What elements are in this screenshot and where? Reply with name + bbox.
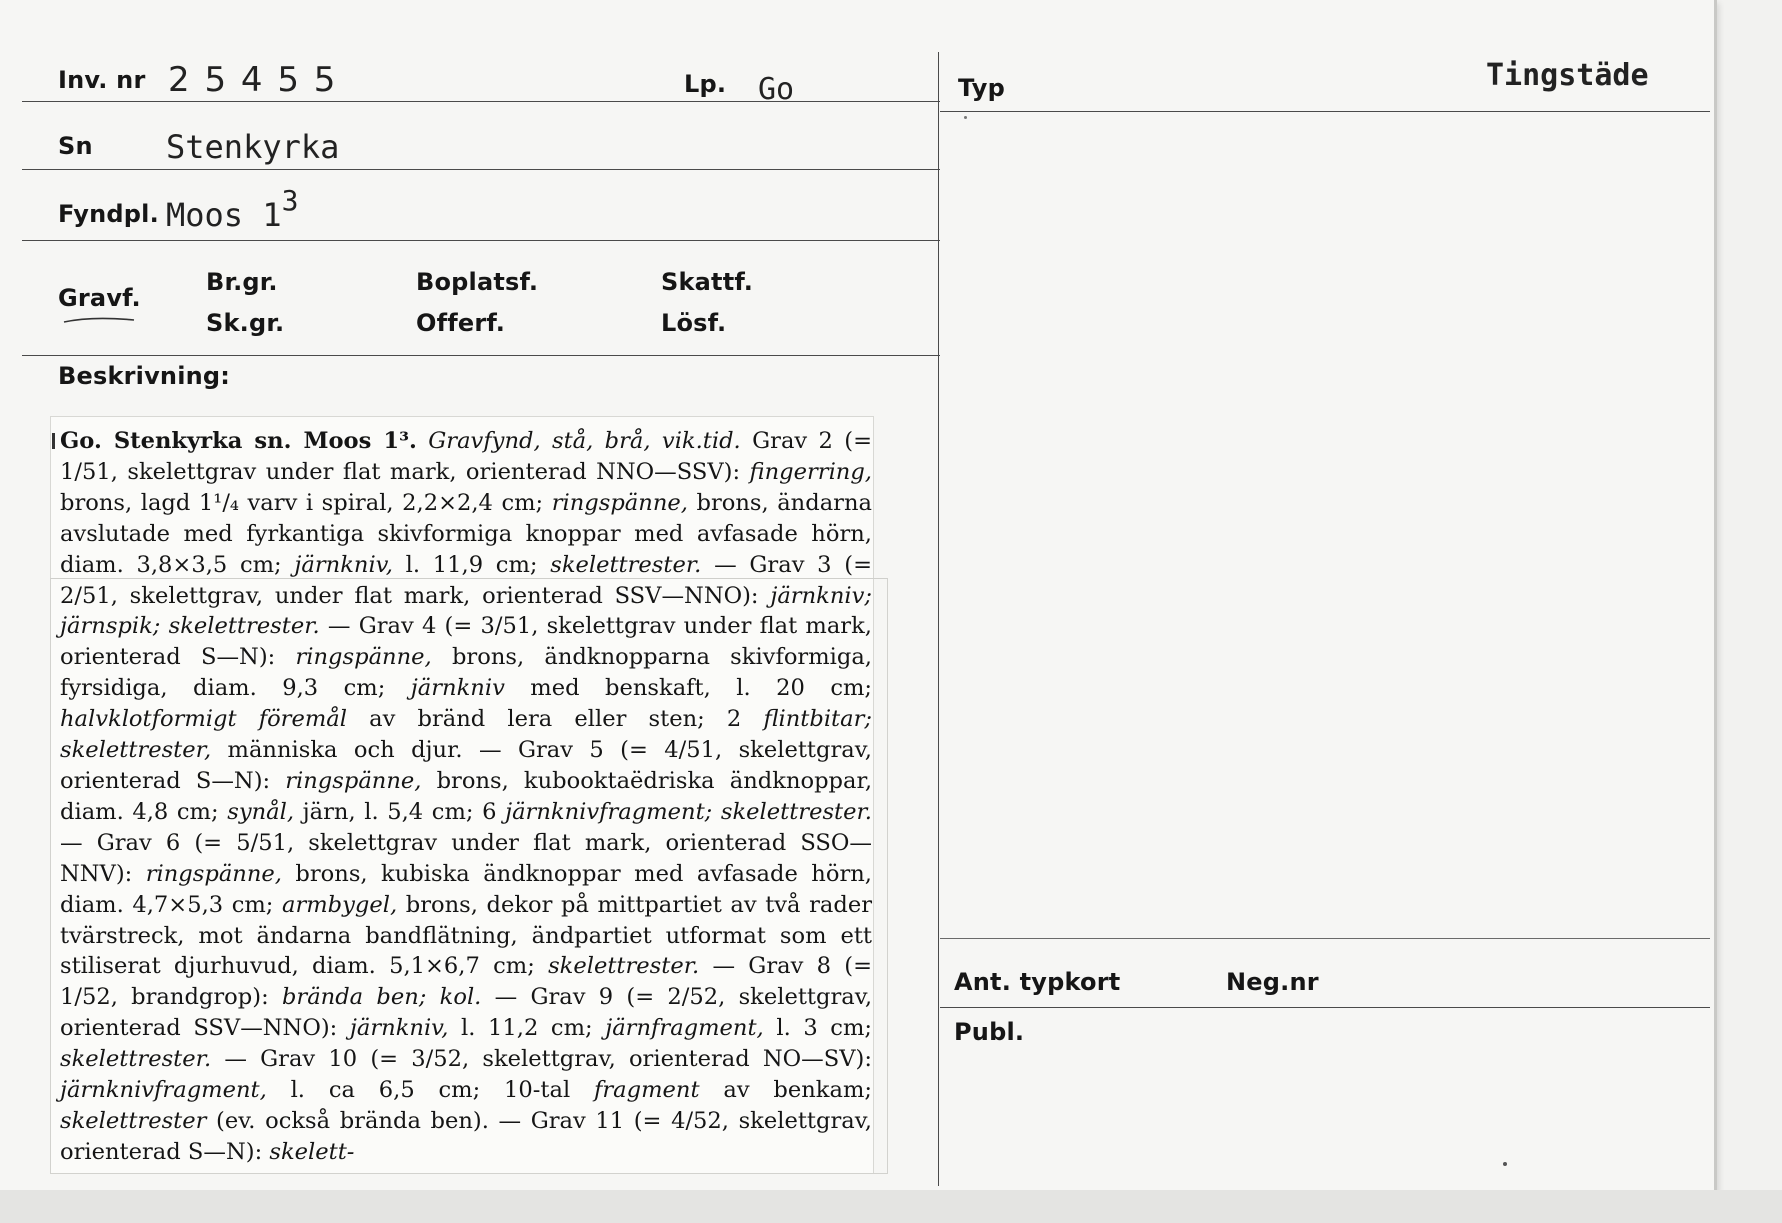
skattf-label: Skattf. — [661, 268, 754, 296]
rule-sn — [22, 169, 940, 170]
speck-mark — [1503, 1162, 1507, 1166]
description-lead: Go. Stenkyrka sn. Moos 1³. — [60, 428, 417, 454]
description-italic-run: ringspänne, — [295, 644, 432, 671]
description-run: brons, ändarna avslutade med fyrkantiga skivformiga knoppar med avfasade hörn, diam. 3,8×3,5 cm; — [60, 489, 872, 578]
description-run — [417, 428, 428, 454]
inv-nr-label: Inv. nr — [58, 66, 146, 94]
description-run: brons, kubiska ändknoppar med avfasade hörn, diam. 4,7×5,3 cm; — [60, 860, 872, 918]
ant-typkort-label: Ant. typkort — [954, 968, 1121, 996]
fyndpl-value-text: Moos 1 — [166, 196, 282, 234]
description-run: l. ca 6,5 cm; 10-tal — [266, 1077, 595, 1104]
scan-background — [0, 1190, 1782, 1223]
rule-typ — [940, 111, 1710, 112]
sn-value: Stenkyrka — [166, 128, 340, 166]
typ-value: Tingstäde — [1486, 58, 1649, 93]
description-run: järn, l. 5,4 cm; 6 — [294, 798, 506, 825]
description-italic-run: flintbitar; skelettrester, — [60, 706, 873, 764]
description-italic-run: ringspänne, — [145, 860, 282, 887]
description-italic-run: skelettrester. — [60, 1046, 212, 1073]
description-italic-run: järnknivfragment; skelettrester. — [505, 798, 872, 825]
description-italic-run: skelettrester. — [548, 953, 700, 980]
description-italic-run: fragment — [594, 1077, 700, 1104]
description-run: brons, lagd 1¹/₄ varv i spiral, 2,2×2,4 cm; — [60, 489, 552, 516]
left-edge-mark — [52, 433, 55, 449]
skgr-label: Sk.gr. — [206, 309, 285, 337]
description-run: människa och djur. — Grav 5 (= 4/51, skelettgrav, orienterad S—N): — [60, 737, 872, 794]
publ-label: Publ. — [954, 1018, 1025, 1046]
description-run: av bränd lera eller sten; 2 — [346, 706, 764, 733]
description-run: av benkam; — [699, 1077, 873, 1104]
column-divider — [938, 52, 939, 1186]
description-italic-run: Gravfynd, stå, brå, vik.tid. — [428, 428, 741, 454]
brgr-label: Br.gr. — [206, 268, 278, 296]
sn-label: Sn — [58, 132, 93, 160]
rule-categories — [22, 355, 940, 356]
beskrivning-label: Beskrivning: — [58, 362, 231, 390]
rule-ant — [940, 938, 1710, 939]
description-italic-run: synål, — [227, 798, 295, 825]
fyndpl-superscript: 3 — [281, 184, 299, 217]
description-italic-run: fingerring, — [749, 458, 872, 485]
description-italic-run: skelettrester. — [550, 551, 702, 578]
losf-label: Lösf. — [661, 309, 727, 337]
description-text — [60, 426, 872, 1168]
inv-nr-value: 2 5 4 5 5 — [168, 60, 338, 100]
description-run: — Grav 6 (= 5/51, skelettgrav under flat mark, orienterad SSO—NNV): — [60, 829, 872, 887]
lp-value: Go — [758, 72, 795, 107]
typ-label: Typ — [958, 74, 1005, 102]
speck-mark — [964, 116, 967, 119]
description-run: l. 11,9 cm; — [392, 551, 551, 578]
rule-fyndpl — [22, 240, 940, 241]
description-italic-run: brända ben; kol. — [281, 984, 482, 1011]
description-run: brons, ändknopparna skivformiga, fyrsidiga, diam. 9,3 cm; — [60, 644, 872, 702]
rule-inv — [22, 101, 940, 102]
description-run: — Grav 9 (= 2/52, skelettgrav, orienterad SSV—NNO): — [60, 984, 872, 1042]
offerf-label: Offerf. — [416, 309, 506, 337]
gravf-underline — [62, 314, 142, 326]
description-run: brons, dekor på mittpartiet av två rader tvärstreck, mot ändarna bandflätning, ändpartiet utformat som ett stiliserat djurhuvud, diam. 5,1×6,7 cm; — [60, 891, 872, 980]
description-italic-run: järnkniv, — [294, 551, 393, 578]
description-italic-run: järnkniv, — [349, 1015, 449, 1042]
description-run: — Grav 4 (= 3/51, skelettgrav under flat mark, orienterad S—N): — [60, 613, 872, 671]
description-run: med benskaft, l. 20 cm; — [504, 675, 873, 702]
rule-publ — [940, 1007, 1710, 1008]
description-italic-run: ringspänne, — [551, 489, 688, 516]
description-italic-run: skelett- — [269, 1138, 355, 1165]
description-run: brons, kubooktaëdriska ändknoppar, diam. 4,8 cm; — [60, 767, 872, 825]
description-run: — Grav 10 (= 3/52, skelettgrav, orienterad NO—SV): — [211, 1046, 872, 1073]
fyndpl-value — [166, 184, 299, 234]
description-body — [60, 428, 872, 1165]
boplatsf-label: Boplatsf. — [416, 268, 539, 296]
lp-label: Lp. — [684, 70, 727, 98]
neg-nr-label: Neg.nr — [1226, 968, 1319, 996]
description-italic-run: armbygel, — [281, 891, 398, 918]
description-italic-run: skelettrester — [60, 1107, 207, 1134]
description-run: — Grav 3 (= 2/51, skelettgrav, under flat mark, orienterad SSV—NNO): — [60, 551, 873, 609]
fyndpl-label: Fyndpl. — [58, 200, 159, 228]
description-italic-run: järnknivfragment, — [60, 1077, 267, 1104]
description-italic-run: järnfragment, — [605, 1015, 764, 1042]
description-italic-run: järnkniv — [410, 675, 505, 702]
description-italic-run: järnkniv; järnspik; skelettrester. — [60, 582, 872, 640]
description-run: l. 11,2 cm; — [448, 1015, 606, 1042]
description-run: Grav 2 (= 1/51, skelettgrav under flat mark, orienterad NNO—SSV): — [60, 428, 873, 485]
gravf-label: Gravf. — [58, 284, 141, 312]
description-run: — Grav 8 (= 1/52, brandgrop): — [60, 953, 872, 1011]
description-run: l. 3 cm; — [763, 1015, 872, 1042]
description-italic-run: ringspänne, — [285, 767, 422, 794]
description-italic-run: halvklotformigt föremål — [60, 706, 347, 733]
description-run: (ev. också brända ben). — Grav 11 (= 4/52, skelettgrav, orienterad S—N): — [60, 1107, 872, 1165]
